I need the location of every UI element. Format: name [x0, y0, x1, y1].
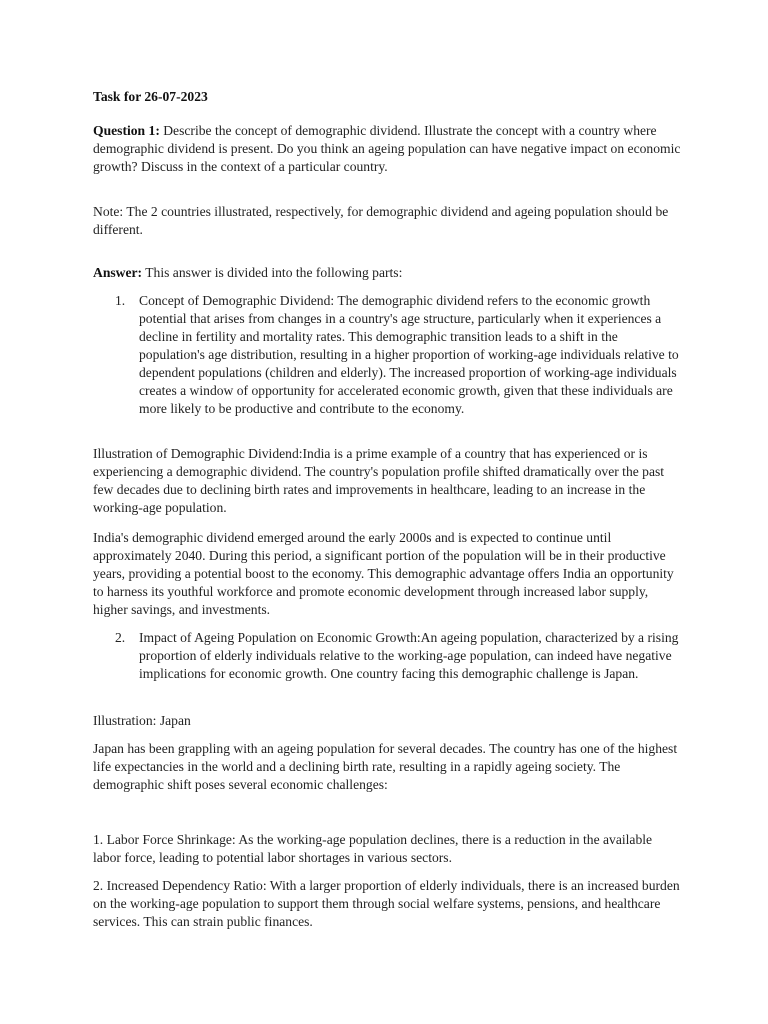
india-paragraph: India's demographic dividend emerged around the early 2000s and is expected to continue until approximately 2040. During this period, a significant portion of the population will be in their productive years, providing a potential boost to the economy. This demographic advantage offers India an opportunity to harness its youthful workforce and promote economic development through increased labor supply, higher savings, and investments. [93, 530, 674, 617]
list-item-text: Concept of Demographic Dividend: The demographic dividend refers to the economic growth potential that arises from changes in a country's age structure, particularly when it experiences a decline in fertility and mortality rates. This demographic transition leads to a shift in the population's age distribution, resulting in a higher proportion of working-age individuals relative to dependent populations (children and elderly). The increased proportion of working-age individuals creates a window of opportunity for accelerated economic growth, given that these individuals are more likely to be productive and contribute to the economy. [139, 293, 679, 416]
illustration-india-paragraph: Illustration of Demographic Dividend:India is a prime example of a country that has experienced or is experiencing a demographic dividend. The country's population profile shifted dramatically over the past few decades due to declining birth rates and improvements in healthcare, leading to an increase in the working-age population. [93, 446, 665, 515]
answer-paragraph [93, 264, 683, 282]
list-item-number: 1. [115, 293, 126, 308]
challenge-point: 2. Increased Dependency Ratio: With a larger proportion of elderly individuals, there is an increased burden on the working-age population to support them through social welfare systems, pensions, and healthcare services. This can strain public finances. [93, 878, 680, 929]
note-paragraph: Note: The 2 countries illustrated, respectively, for demographic dividend and ageing population should be different. [93, 204, 669, 237]
question-label: Question 1: [93, 123, 160, 138]
document-title: Task for 26-07-2023 [93, 89, 208, 104]
list-item-number: 2. [115, 630, 126, 645]
challenge-point: 1. Labor Force Shrinkage: As the working-age population declines, there is a reduction in the available labor force, leading to potential labor shortages in various sectors. [93, 832, 653, 865]
answer-label: Answer: [93, 265, 143, 280]
question-paragraph [93, 122, 683, 176]
question-text: Describe the concept of demographic dividend. Illustrate the concept with a country where demographic dividend is present. Do you think an ageing population can have negative impact on economic growth? Discuss in the context of a particular country. [93, 123, 681, 174]
illustration-japan-label: Illustration: Japan [93, 713, 191, 728]
answer-text: This answer is divided into the following parts: [142, 265, 403, 280]
list-item-text: Impact of Ageing Population on Economic Growth:An ageing population, characterized by a rising proportion of elderly individuals relative to the working-age population, can indeed have negative implications for economic growth. One country facing this demographic challenge is Japan. [139, 630, 679, 681]
japan-paragraph: Japan has been grappling with an ageing population for several decades. The country has one of the highest life expectancies in the world and a declining birth rate, resulting in a rapidly ageing society. The demographic shift poses several economic challenges: [93, 741, 678, 792]
